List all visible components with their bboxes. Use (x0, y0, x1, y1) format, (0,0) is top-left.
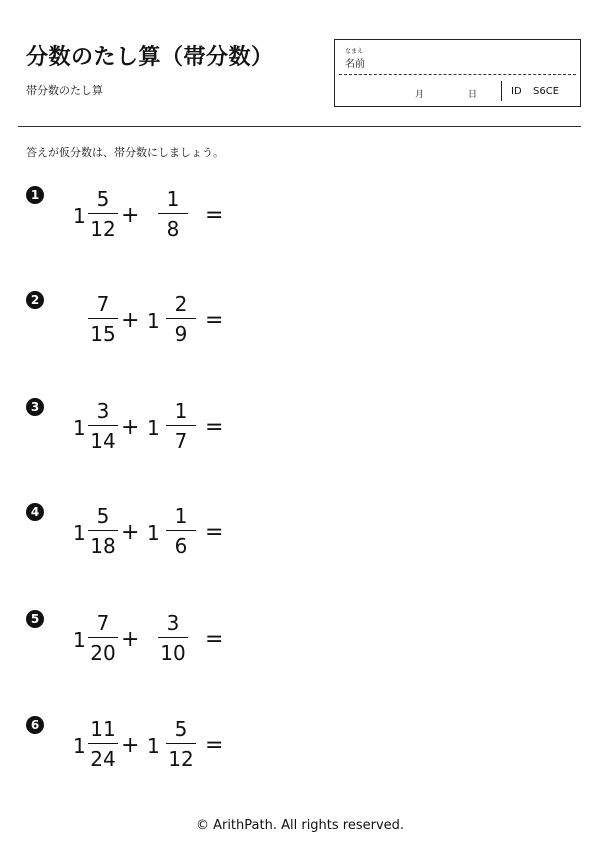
denominator: 6 (174, 534, 188, 558)
whole-number: 1 (73, 734, 86, 758)
equals-sign: = (205, 520, 224, 545)
problem-row (0, 291, 600, 391)
numerator: 5 (96, 187, 110, 211)
fraction (166, 716, 196, 772)
month-label: 月 (415, 90, 425, 100)
plus-sign: + (121, 415, 140, 440)
whole-number: 1 (147, 416, 160, 440)
denominator: 10 (160, 641, 186, 665)
fraction-bar (88, 425, 118, 426)
fraction-bar (158, 213, 188, 214)
fraction (88, 291, 118, 347)
numerator: 7 (96, 611, 110, 635)
numerator: 3 (96, 399, 110, 423)
fraction-bar (88, 743, 118, 744)
denominator: 12 (168, 747, 194, 771)
numerator: 5 (96, 504, 110, 528)
denominator: 9 (174, 322, 188, 346)
problem-number-badge: 2 (26, 291, 44, 309)
id-separator (501, 81, 502, 101)
denominator: 14 (90, 429, 116, 453)
equals-sign: = (205, 627, 224, 652)
numerator: 1 (166, 187, 180, 211)
fraction-bar (88, 530, 118, 531)
fraction-bar (166, 743, 196, 744)
problem-row (0, 610, 600, 710)
whole-number: 1 (73, 416, 86, 440)
fraction (166, 503, 196, 559)
denominator: 7 (174, 429, 188, 453)
fraction-bar (88, 637, 118, 638)
problem-number-badge: 4 (26, 503, 44, 521)
numerator: 5 (174, 717, 188, 741)
plus-sign: + (121, 627, 140, 652)
header-divider (18, 126, 581, 127)
problem-row (0, 186, 600, 286)
whole-number: 1 (147, 734, 160, 758)
fraction (166, 398, 196, 454)
fraction-bar (88, 213, 118, 214)
whole-number: 1 (147, 521, 160, 545)
equals-sign: = (205, 308, 224, 333)
fraction-bar (158, 637, 188, 638)
denominator: 24 (90, 747, 116, 771)
plus-sign: + (121, 520, 140, 545)
numerator: 7 (96, 292, 110, 316)
fraction (88, 716, 118, 772)
plus-sign: + (121, 733, 140, 758)
fraction (158, 186, 188, 242)
fraction (88, 610, 118, 666)
numerator: 1 (174, 504, 188, 528)
fraction (88, 503, 118, 559)
equals-sign: = (205, 203, 224, 228)
day-label: 日 (468, 90, 478, 100)
problem-row (0, 716, 600, 816)
denominator: 8 (166, 217, 180, 241)
denominator: 20 (90, 641, 116, 665)
name-furigana: なまえ (345, 48, 364, 55)
fraction (88, 186, 118, 242)
worksheet-title: 分数のたし算（帯分数） (26, 45, 274, 70)
whole-number: 1 (73, 204, 86, 228)
problem-number-badge: 5 (26, 610, 44, 628)
numerator: 1 (174, 399, 188, 423)
instruction-text: 答えが仮分数は、帯分数にしましょう。 (26, 146, 224, 159)
plus-sign: + (121, 308, 140, 333)
numerator: 3 (166, 611, 180, 635)
whole-number: 1 (73, 628, 86, 652)
fraction (166, 291, 196, 347)
equals-sign: = (205, 415, 224, 440)
whole-number: 1 (73, 521, 86, 545)
whole-number: 1 (147, 309, 160, 333)
name-label: 名前 (345, 59, 365, 70)
numerator: 2 (174, 292, 188, 316)
denominator: 15 (90, 322, 116, 346)
fraction-bar (88, 318, 118, 319)
fraction-bar (166, 530, 196, 531)
fraction-bar (166, 425, 196, 426)
problem-row (0, 398, 600, 498)
denominator: 12 (90, 217, 116, 241)
denominator: 18 (90, 534, 116, 558)
equals-sign: = (205, 733, 224, 758)
fraction (88, 398, 118, 454)
problem-row (0, 503, 600, 603)
name-box (334, 39, 581, 107)
problem-number-badge: 1 (26, 186, 44, 204)
name-dotted-line (339, 74, 576, 75)
fraction (158, 610, 188, 666)
problem-number-badge: 6 (26, 716, 44, 734)
plus-sign: + (121, 203, 140, 228)
worksheet-subtitle: 帯分数のたし算 (26, 84, 103, 97)
id-value: S6CE (533, 86, 560, 97)
id-label: ID (511, 86, 522, 97)
problem-number-badge: 3 (26, 398, 44, 416)
copyright-footer: © ArithPath. All rights reserved. (195, 818, 405, 833)
numerator: 11 (90, 717, 116, 741)
fraction-bar (166, 318, 196, 319)
